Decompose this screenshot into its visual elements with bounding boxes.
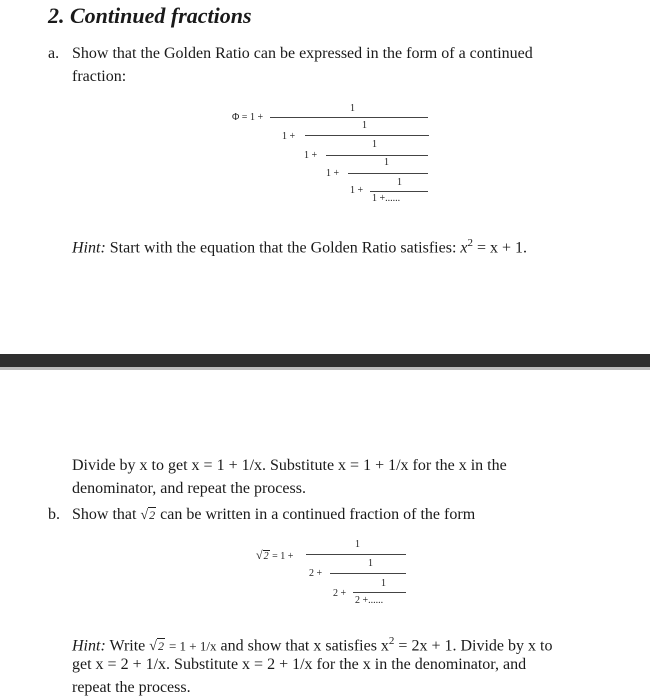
numerator-3: 1 <box>372 139 377 150</box>
hint-b-label: Hint: <box>72 637 106 655</box>
phi-lhs: Φ = 1 + <box>232 112 264 123</box>
b-fraction-bar-3 <box>353 592 406 593</box>
hint-b-line3: repeat the process. <box>72 679 191 696</box>
numerator-2: 1 <box>362 120 367 131</box>
hint-b-rest: = 2x + 1. Divide by x to <box>398 637 553 655</box>
b-numerator-3: 1 <box>381 578 386 589</box>
denominator-1plus-4: 1 + <box>350 185 364 196</box>
hint-b-line2: get x = 2 + 1/x. Substitute x = 2 + 1/x for the x in the denominator, and <box>72 656 527 673</box>
numerator-4: 1 <box>384 157 389 168</box>
b-numerator-2: 1 <box>368 558 373 569</box>
hint-b-radicand: 2 <box>157 639 164 654</box>
b-denominator-2plus-2: 2 + <box>333 588 347 599</box>
part-a-text-line2: fraction: <box>72 68 127 85</box>
b-denominator-2plus-1: 2 + <box>309 568 323 579</box>
hint-a-label: Hint: <box>72 239 106 257</box>
b-numerator-1: 1 <box>355 539 360 550</box>
part-a-text-line1: Show that the Golden Ratio can be expressed in the form of a continued <box>72 45 533 62</box>
tail-denominator: 1 +...... <box>372 193 401 204</box>
hint-a-exponent: 2 <box>467 237 473 249</box>
sqrt2-radicand: 2 <box>149 508 156 522</box>
sqrt2-lhs-radicand: 2 <box>263 551 269 562</box>
section-title: 2. Continued fractions <box>48 3 252 28</box>
part-b-text-after: can be written in a continued fraction of the form <box>160 506 476 523</box>
hint-b-mid: = 1 + 1/x <box>168 638 217 654</box>
b-tail-denominator: 2 +...... <box>355 595 384 606</box>
numerator-5: 1 <box>397 177 402 188</box>
hint-b-write: Write <box>109 637 146 655</box>
hint-a-x: x <box>460 239 468 257</box>
part-a-label: a. <box>48 45 60 62</box>
part-b-label: b. <box>48 506 60 523</box>
part-a-cont-line2: denominator, and repeat the process. <box>72 480 306 497</box>
sqrt2-lhs-eq: = 1 + <box>272 551 294 562</box>
hint-b-sqrt2: √2 <box>149 639 164 655</box>
denominator-1plus-3: 1 + <box>326 168 340 179</box>
sqrt2-lhs-root: √2 <box>256 548 269 562</box>
denominator-1plus-1: 1 + <box>282 131 296 142</box>
hint-a-text: Start with the equation that the Golden Ratio satisfies: <box>109 239 457 257</box>
part-a-cont-line1: Divide by x to get x = 1 + 1/x. Substitute x = 1 + 1/x for the x in the <box>72 457 507 474</box>
hint-b-after: and show that x satisfies x <box>220 637 389 655</box>
b-fraction-bar-2 <box>330 573 406 574</box>
hint-b-exponent: 2 <box>388 635 395 647</box>
denominator-1plus-2: 1 + <box>304 150 318 161</box>
numerator-1: 1 <box>350 103 355 114</box>
sqrt2-lhs <box>256 548 293 563</box>
sqrt2-symbol: √2 <box>140 508 156 523</box>
part-b-text-before: Show that <box>72 506 137 523</box>
b-fraction-bar-1 <box>306 554 406 555</box>
hint-a-equation-rest: = x + 1. <box>477 239 528 257</box>
